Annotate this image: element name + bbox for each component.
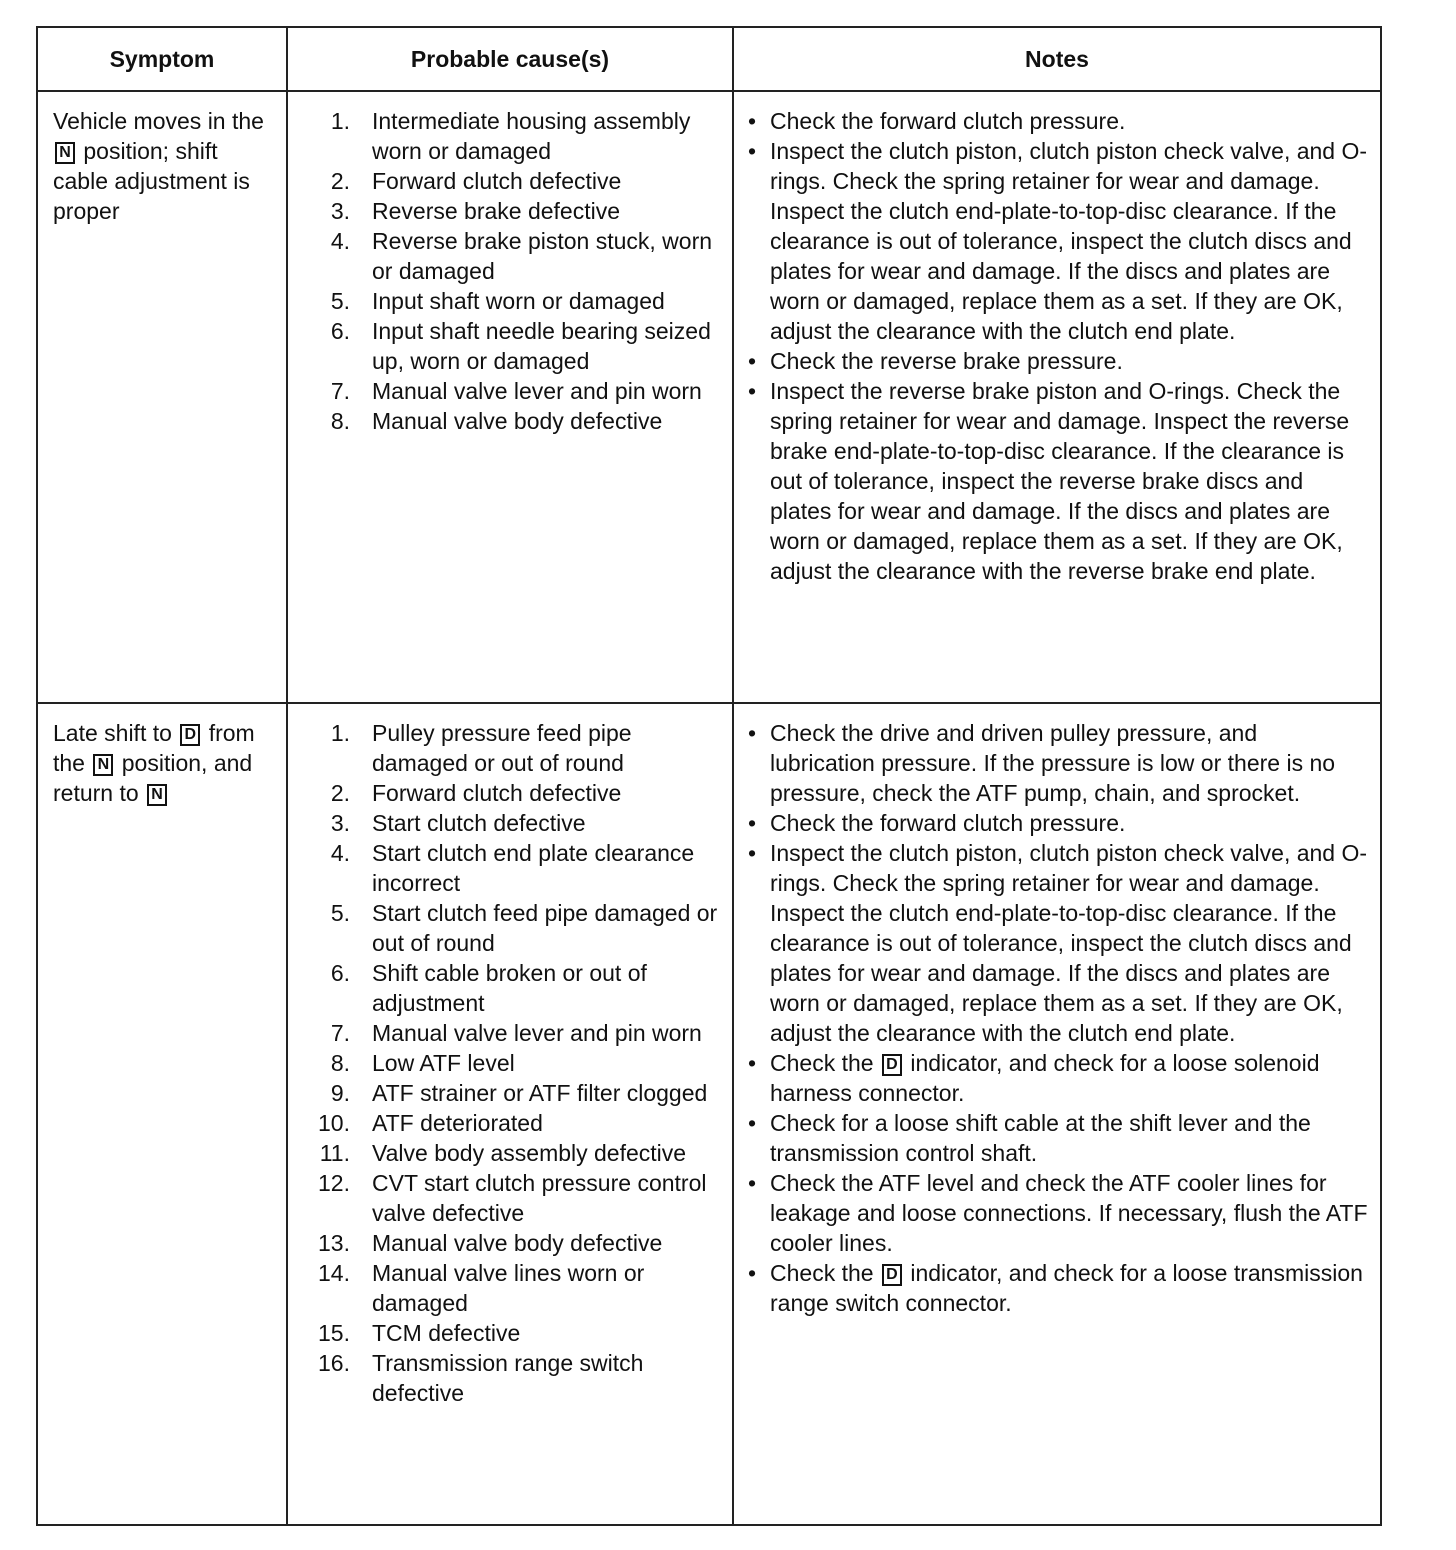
cause-number: 4.	[330, 840, 350, 866]
cause-text: CVT start clutch pressure control valve defective	[372, 1170, 707, 1226]
bullet-icon: •	[748, 840, 757, 866]
note-text	[770, 1168, 1368, 1258]
cause-item	[288, 376, 732, 406]
cause-number: 10.	[318, 1110, 350, 1136]
gear-position-d-icon: D	[882, 1264, 902, 1286]
cause-number: 8.	[330, 408, 350, 434]
header-notes: Notes	[733, 27, 1381, 91]
note-text	[770, 376, 1368, 586]
cause-text: Start clutch defective	[372, 810, 586, 836]
cause-number: 1.	[330, 720, 350, 746]
cause-text: Start clutch end plate clearance incorrect	[372, 840, 695, 896]
cause-item	[288, 1318, 732, 1348]
cause-item	[288, 1108, 732, 1138]
cause-text: Transmission range switch defective	[372, 1350, 644, 1406]
bullet-icon: •	[748, 1050, 757, 1076]
text-segment: Inspect the reverse brake piston and O-rings. Check the spring retainer for wear and damage. Inspect the reverse brake end-plate-to-top-disc clearance. If the clearance is out of tolerance, inspect the reverse brake discs and plates for wear and damage. If the discs and plates are worn or damaged, replace them as a set. If they are OK, adjust the clearance with the reverse brake end plate.	[770, 378, 1350, 584]
gear-position-n-icon: N	[147, 784, 167, 806]
cause-number: 6.	[330, 318, 350, 344]
text-segment: indicator, and check for a loose solenoid harness connector.	[770, 1050, 1320, 1106]
cause-number: 11.	[319, 1140, 350, 1166]
cause-text: Forward clutch defective	[372, 168, 622, 194]
cause-item	[288, 1048, 732, 1078]
cause-number: 13.	[318, 1230, 350, 1256]
note-text	[770, 718, 1368, 808]
bullet-icon: •	[748, 1110, 757, 1136]
text-segment: Inspect the clutch piston, clutch piston check valve, and O-rings. Check the spring retainer for wear and damage. Inspect the clutch end-plate-to-top-disc clearance. If the clearance is out of tolerance, inspect the clutch discs and plates for wear and damage. If the discs and plates are worn or damaged, replace them as a set. If they are OK, adjust the clearance with the clutch end plate.	[770, 840, 1368, 1046]
text-segment: Check the	[770, 1050, 880, 1076]
note-item	[748, 376, 1368, 586]
cause-item	[288, 718, 732, 778]
cause-item	[288, 1228, 732, 1258]
cause-item	[288, 1168, 732, 1228]
cause-number: 5.	[330, 288, 350, 314]
cause-item	[288, 226, 732, 286]
note-item	[748, 838, 1368, 1048]
cause-item	[288, 808, 732, 838]
text-segment: Vehicle moves in the	[53, 108, 264, 134]
text-segment: position; shift cable adjustment is proper	[53, 138, 250, 224]
cause-number: 3.	[330, 810, 350, 836]
cause-item	[288, 838, 732, 898]
cause-item	[288, 1018, 732, 1048]
cause-number: 5.	[330, 900, 350, 926]
cause-text: Manual valve lever and pin worn	[372, 1020, 702, 1046]
note-text	[770, 808, 1368, 838]
cause-item	[288, 778, 732, 808]
note-text	[770, 346, 1368, 376]
cause-item	[288, 1078, 732, 1108]
header-symptom: Symptom	[37, 27, 287, 91]
note-item	[748, 1048, 1368, 1108]
cause-number: 7.	[330, 1020, 350, 1046]
text-segment: Check for a loose shift cable at the shift lever and the transmission control shaft.	[770, 1110, 1311, 1166]
bullet-icon: •	[748, 720, 757, 746]
bullet-icon: •	[748, 138, 757, 164]
cause-text: ATF deteriorated	[372, 1110, 543, 1136]
cause-text: Reverse brake defective	[372, 198, 621, 224]
cause-text: Pulley pressure feed pipe damaged or out of round	[372, 720, 632, 776]
cause-text: ATF strainer or ATF filter clogged	[372, 1080, 708, 1106]
cause-item	[288, 1138, 732, 1168]
causes-list	[288, 92, 732, 436]
causes-list	[288, 704, 732, 1408]
note-item	[748, 808, 1368, 838]
text-segment: from the	[53, 720, 255, 776]
cause-number: 4.	[330, 228, 350, 254]
cause-number: 1.	[330, 108, 350, 134]
cause-number: 15.	[318, 1320, 350, 1346]
symptom-cell	[37, 703, 287, 1525]
cause-text: Reverse brake piston stuck, worn or damaged	[372, 228, 713, 284]
cause-number: 7.	[330, 378, 350, 404]
cause-text: Start clutch feed pipe damaged or out of round	[372, 900, 718, 956]
troubleshooting-table	[36, 26, 1382, 1526]
bullet-icon: •	[748, 108, 757, 134]
gear-position-n-icon: N	[93, 754, 113, 776]
text-segment: Check the forward clutch pressure.	[770, 810, 1126, 836]
note-item	[748, 346, 1368, 376]
bullet-icon: •	[748, 1170, 757, 1196]
text-segment: Check the forward clutch pressure.	[770, 108, 1126, 134]
cause-text: Input shaft worn or damaged	[372, 288, 665, 314]
cause-text: Manual valve body defective	[372, 1230, 663, 1256]
cause-text: Shift cable broken or out of adjustment	[372, 960, 647, 1016]
cause-item	[288, 286, 732, 316]
bullet-icon: •	[748, 1260, 757, 1286]
note-item	[748, 136, 1368, 346]
cause-number: 3.	[330, 198, 350, 224]
cause-text: Forward clutch defective	[372, 780, 622, 806]
cause-text: Manual valve body defective	[372, 408, 663, 434]
cause-text: Manual valve lever and pin worn	[372, 378, 702, 404]
text-segment: Check the drive and driven pulley pressure, and lubrication pressure. If the pressure is low or there is no pressure, check the ATF pump, chain, and sprocket.	[770, 720, 1336, 806]
cause-item	[288, 106, 732, 166]
cause-item	[288, 1348, 732, 1408]
note-text	[770, 838, 1368, 1048]
text-segment: Check the reverse brake pressure.	[770, 348, 1123, 374]
note-item	[748, 106, 1368, 136]
cause-item	[288, 166, 732, 196]
cause-number: 2.	[330, 780, 350, 806]
bullet-icon: •	[748, 378, 757, 404]
bullet-icon: •	[748, 348, 757, 374]
symptom-cell	[37, 91, 287, 703]
gear-position-n-icon: N	[55, 142, 75, 164]
bullet-icon: •	[748, 810, 757, 836]
note-text	[770, 1108, 1368, 1168]
header-row	[37, 27, 1381, 91]
text-segment: Inspect the clutch piston, clutch piston check valve, and O-rings. Check the spring retainer for wear and damage. Inspect the clutch end-plate-to-top-disc clearance. If the clearance is out of tolerance, inspect the clutch discs and plates for wear and damage. If the discs and plates are worn or damaged, replace them as a set. If they are OK, adjust the clearance with the clutch end plate.	[770, 138, 1368, 344]
cause-item	[288, 316, 732, 376]
note-item	[748, 1258, 1368, 1318]
note-text	[770, 136, 1368, 346]
cause-text: Valve body assembly defective	[372, 1140, 687, 1166]
text-segment: Late shift to	[53, 720, 179, 746]
cause-item	[288, 1258, 732, 1318]
text-segment: position, and return to	[53, 750, 253, 806]
text-segment: Check the ATF level and check the ATF cooler lines for leakage and loose connections. If necessary, flush the ATF cooler lines.	[770, 1170, 1368, 1256]
gear-position-d-icon: D	[180, 724, 200, 746]
causes-cell	[287, 91, 733, 703]
note-text	[770, 1258, 1368, 1318]
cause-number: 6.	[330, 960, 350, 986]
note-text	[770, 1048, 1368, 1108]
symptom-text	[53, 106, 276, 226]
cause-text: Manual valve lines worn or damaged	[372, 1260, 645, 1316]
cause-number: 12.	[318, 1170, 350, 1196]
cause-text: Intermediate housing assembly worn or damaged	[372, 108, 691, 164]
causes-cell	[287, 703, 733, 1525]
cause-number: 14.	[318, 1260, 350, 1286]
text-segment: indicator, and check for a loose transmission range switch connector.	[770, 1260, 1363, 1316]
notes-cell	[733, 91, 1381, 703]
text-segment: Check the	[770, 1260, 880, 1286]
table-row	[37, 703, 1381, 1525]
gear-position-d-icon: D	[882, 1054, 902, 1076]
cause-number: 16.	[318, 1350, 350, 1376]
cause-text: TCM defective	[372, 1320, 521, 1346]
cause-number: 9.	[330, 1080, 350, 1106]
cause-item	[288, 958, 732, 1018]
cause-number: 2.	[330, 168, 350, 194]
cause-text: Input shaft needle bearing seized up, worn or damaged	[372, 318, 711, 374]
notes-list	[734, 92, 1380, 586]
cause-number: 8.	[330, 1050, 350, 1076]
note-item	[748, 718, 1368, 808]
notes-list	[734, 704, 1380, 1318]
table-row	[37, 91, 1381, 703]
notes-cell	[733, 703, 1381, 1525]
note-item	[748, 1168, 1368, 1258]
header-probable-causes: Probable cause(s)	[287, 27, 733, 91]
symptom-text	[53, 718, 276, 808]
cause-item	[288, 196, 732, 226]
cause-item	[288, 898, 732, 958]
note-item	[748, 1108, 1368, 1168]
cause-text: Low ATF level	[372, 1050, 515, 1076]
note-text	[770, 106, 1368, 136]
cause-item	[288, 406, 732, 436]
